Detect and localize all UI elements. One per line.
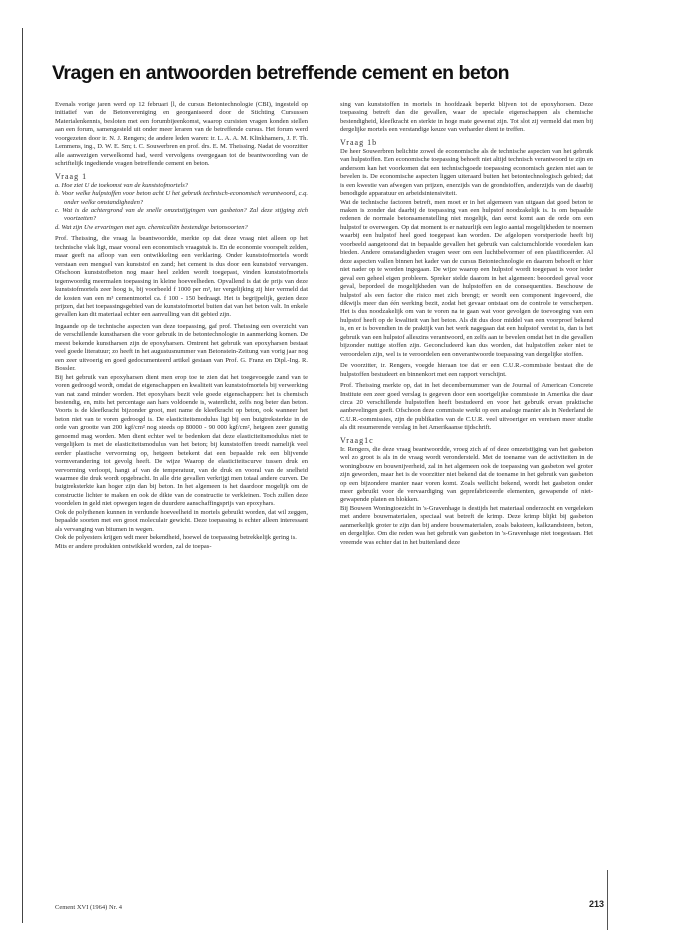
body-paragraph: Mits er andere produkten ontwikkeld worden, zal de toepas- xyxy=(55,542,212,550)
section-heading: Vraag1c xyxy=(340,435,374,445)
page-number: 213 xyxy=(589,899,605,909)
article-title: Vragen en antwoorden betreffende cement en beton xyxy=(52,62,510,84)
answer-paragraph: De heer Souwerbren belichtte zowel de economische als de technische aspecten van het gebruik van hulpstoffen. Een economische toepassing behoeft niet altijd technisch verantwoord te zijn en andersom kan het voorkomen dat een technischgoede toepassing economisch gezien niet aan te bevelen is. De economische aspecten liggen uiteraard buiten het betontechnologisch gebied; dat is een kwestie van afwegen van prijzen, enerzijds van de grondstoffen, anderzijds van de daarbij benodigde apparatuur en arbeidsintensiviteit. xyxy=(340,147,593,198)
body-paragraph: sing van kunststoffen in mortels in hoofdzaak beperkt blijven tot de epoxyhorsen. Deze toepassing betreft dan die gevallen, waar de speciale eigenschappen als chemische bestendigheid, kleefkracht en sterkte in hoge mate gewenst zijn. Tot slot zij vermeld dat men bij dergelijke mortels een verstandige keuze van verharder dient te treffen. xyxy=(340,101,593,134)
body-paragraph: Bij Bouwen Woningtoezicht in 's-Gravenhage is destijds het materiaal onderzocht en vergeleken met andere bouwmaterialen, speciaal wat betreft de krimp. Deze krimp blijkt bij gasbeton aanmerkelijk groter te zijn dan bij andere bouwmaterialen, zoals baksteen, kalkzandsteen, beton, en dergelijke. Om die reden was het gebruik van gasbeton in 's-Gravenhage niet toegestaan. Het vreemde was echter dat in het buitenland deze xyxy=(340,504,593,546)
question-b: b. Voor welke hulpstoffen voor beton acht U het gebruik technisch-economisch verantwoord, c.q. onder welke omstandigheden? xyxy=(55,190,308,206)
question-d: d. Wat zijn Uw ervaringen met zgn. chemicaliën bestendige betonsoorten? xyxy=(55,223,248,231)
answer-paragraph: Prof. Theissing, die vraag la beantwoordde, merkte op dat deze vraag niet alleen op het technische vlak ligt, maar vooral een economisch vraagstuk is. En de economie voorspelt zelden, maar geeft na afloop van een ontwikkeling een verklaring. Onder kunststofmortels wordt verstaan een mengsel van kunststof en zand; het cement is dus door een kunststof vervangen. Ofschoon kunststofbeton nog maar heel zelden wordt toegepast, vinden kunststofmortels tegenwoordig meermalen toepassing in kleine hoeveelheden. Opvallend is dat de prijs van deze kunststofmortels zeer hoog is, bij voorbeeld f 1000 per m³, ter vergelijking zij hier vermeld dat de kosten van een m³ cementmortel ca. f 100 - 150 bedraagt. Het is begrijpelijk, gezien deze prijzen, dat het toepassingsgebied van de kunststofmortel buiten dat van het beton valt. In enkele gevallen kan dit materiaal echter een aanvulling van dit gebied zijn. xyxy=(55,235,308,319)
body-paragraph: Ingaande op de technische aspecten van deze toepassing, gaf prof. Theissing een overzicht van de verschillende kunstharsen die voor gebruik in de betontechnologie in aanmerking komen. De meest bekende kunstharsen zijn de epoxyharsen. Omtrent het gebruik van epoxyharsen bestaat veel goede literatuur; zo heeft in het augustusnummer van Betonstein-Zeitung van vorig jaar nog een zeer uitvoerig en goed gedocumenteerd artikel gestaan van Prof. G. Franz en Dipl.-Ing. R. Bossler. xyxy=(55,322,308,373)
right-column xyxy=(340,101,593,547)
question-c: c. Wat is de achtergrond van de snelle omzetstijgingen van gasbeton? Zal deze stijging zich voortzetten? xyxy=(55,206,308,223)
body-paragraph: Bij het gebruik van epoxyharsen dient men erop toe te zien dat het toegevoegde zand van te voren gedroogd wordt, omdat de eigenschappen en kwaliteit van kunststofmortels bij verwerking van nat zand minder worden. Het epoxyhars bezit vele goede eigenschappen: het is chemisch bestendig, en, mits het percentage aan hars voldoende is, waterdicht, zelfs nog beter dan beton. Voorts is de kleefkracht bijzonder groot, met name de kleefkracht op beton, ook wanneer het beton niet van te voren gedroogd is. De elasticiteitsmodulus ligt bij een buigtreksterkte in de orde van grootte van 200 kgf/cm² nog steeds op 80000 - 90 000 kgf/cm², hetgeen zeer gunstig genoemd mag worden. Men dient echter wel te bedenken dat deze elasticiteitsmodulus niet te vergelijken is met de elasticiteitsmodulus van het beton; bij kunststoffen treedt namelijk veel eerder plastische vervorming op, hetgeen betekent dat een bepaalde rek een blijvende vormverandering tot gevolg heeft. De wijze Waarop de elasticiteitscurve tussen druk en vervorming verloopt, hangt af van de temperatuur, van de druk en vooral van de snelheid waarmee die druk wordt opgebracht. In alle drie gevallen verkrijgt men totaal andere curven. De buigtreksterkte kan hoger zijn dan bij beton. In het algemeen is het daardoor mogelijk om de constructie lichter te maken en ook de dikte van de constructie te verkleinen. Toch zullen deze voordelen in geld niet opwegen tegen de duurdere aanschaffingsprijs van epoxyhars. xyxy=(55,373,308,508)
section-heading: Vraag 1 xyxy=(55,171,88,181)
body-paragraph: Ook de polythenen kunnen in verdunde hoeveelheid in mortels gebruikt worden, dat wil zeggen, bepaalde soorten met een groot moleculair gewicht. Deze toepassing is echter alleen interessant als vervanging van bitumen in wegen. xyxy=(55,508,308,533)
body-paragraph: Wat de technische factoren betreft, men moet er in het algemeen van uitgaan dat goed beton te maken is zonder dat daarbij de toepassing van een hulpstof noodzakelijk is. Is om bepaalde redenen de normale betonsamenstelling niet mogelijk, dan eerst komt aan de orde om een hulpstof te overwegen. Op dat moment is er natuurlijk een legio aantal mogelijkheden te noemen waarbij een hulpstof heel goed toegepast kan worden. De afgelopen vorstperiode heeft bij voorbeeld aangetoond dat in bepaalde gevallen het gebruik van calciumchloride voordelen kan bieden. Andere omstandigheden vragen weer om een luchtbelvormer of een plastificeerder. Al deze aspecten vallen binnen het kader van de cursus Betontechnologie en daarom behoeft er hier niet nader op te worden ingegaan. De wijze waarop een hulpstof wordt toegepast is voor ieder geval een geheel eigen probleem. Spreker stelde daarom in het algemeen: beoordeel geval voor geval, bepordeel de mogelijkheden van de hulpstoffen en de consequenties. Beschouw de hulpstof als een factor die risico met zich brengt; er wordt een component ingevoerd, die dikwijls meer dan één werking bezit, zodat het gevaar ontstaat om de controle te verscherpen. Het is dus noodzakelijk om van te voren na te gaan wat voor gevolgen de toevoeging van een hulpstof heeft op de kwaliteit van het beton. Als dit dus door middel van een voorproef bekend is, en er is bovendien in de praktijk van het werk nagegaan dat een hulpstof vereist is, dan is het gebruik van een hulpstof alleszins verantwoord, en zelfs aan te bevelen omdat het in die gevallen bijzonder nuttige stoffen zijn. Geconcludeerd kan dus worden, dat hulpstoffen zeker niet te veroordelen zijn, wel is te veroordelen een onverantwoorde toepassing van dergelijke stoffen. xyxy=(340,198,593,358)
margin-rule xyxy=(22,28,23,923)
intro-paragraph: Evenals vorige jaren werd op 12 februari [l, de cursus Betontechnologie (CBI), ingesteld op initiatief van de Betonvereniging en georganiseerd door de Stichting Cursussen Materialenkennis, besloten met een forumbijeenkomst, waarop cursisten vragen konden stellen aan een forum, samengesteld uit onder meer leraren van de betreffende cursus. Het forum werd voorgezeten door ir. N. J. Rengers; de andere leden waren: ir. L. A. A. M. Klinkhamers, J. F. Th. Lemmens, ing., D. W. E. Sm; t. C. Souwerbren en prof. drs. E. M. Theissing. Nadat de voorzitter alle aanwezigen verwelkomd had, werd vervolgens overgegaan tot de beantwoording van de schriftelijk ingediende vragen betreffende cement en beton. xyxy=(55,101,308,168)
answer-paragraph: Ir. Rengers, die deze vraag beantwoordde, vroeg zich af of deze omzetstijging van het gasbeton wel zo groot is als in de vraag wordt verondersteld. Met de toename van de activiteiten in de woningbouw en bouwnijverheid, zal in het algemeen ook de toepassing van gasbeton wel groter zijn geworden, maar het is de voorzitter niet bekend dat de toename in het gebruik van gasbeton op een bijzondere manier naar voren komt. Zoals wellicht bekend, wordt het gasbeton onder meer gebruikt voor de vervaardiging van geprefabriceerde elementen, gewapende of niet-gewapende platen en blokken. xyxy=(340,445,593,504)
question-a: a. Hoe ziet U de toekomst van de kunststofmortels? xyxy=(55,181,189,189)
margin-rule-right xyxy=(607,870,608,930)
body-paragraph: Ook de polyesters krijgen wdt meer bekendheid, hoewel de toepassing betrekkelijk gering is. xyxy=(55,534,297,542)
body-paragraph: Prof. Theissing merkte op, dat in het decembernummer van de Journal of American Concrete Institute een zeer goed verslag is gegeven door een soortgelijke commissie in Amerika die daar circa 20 verschillende hulpstoffen heeft bestudeerd en voor het gebruik ervan praktische aanbevelingen geeft. Ofschoon deze commissie werkt op een analoge manier als in Nederland de C.U.R.-commissies, zijn de publikaties van de C.U.R. veel uitvoeriger en vereisen meer studie als dit resumerende verslag in het Amerikaanse tijdschrift. xyxy=(340,382,593,432)
left-column xyxy=(55,101,308,551)
section-heading: Vraag 1b xyxy=(340,137,378,147)
body-paragraph: De voorzitter, ir. Rengers, voegde hieraan toe dat er een C.U.R.-commissie bestaat die de hulpstoffen bestudeert en binnenkort met een rapport verschijnt. xyxy=(340,362,593,378)
journal-footer: Cement XVI (1964) Nr. 4 xyxy=(55,904,122,911)
